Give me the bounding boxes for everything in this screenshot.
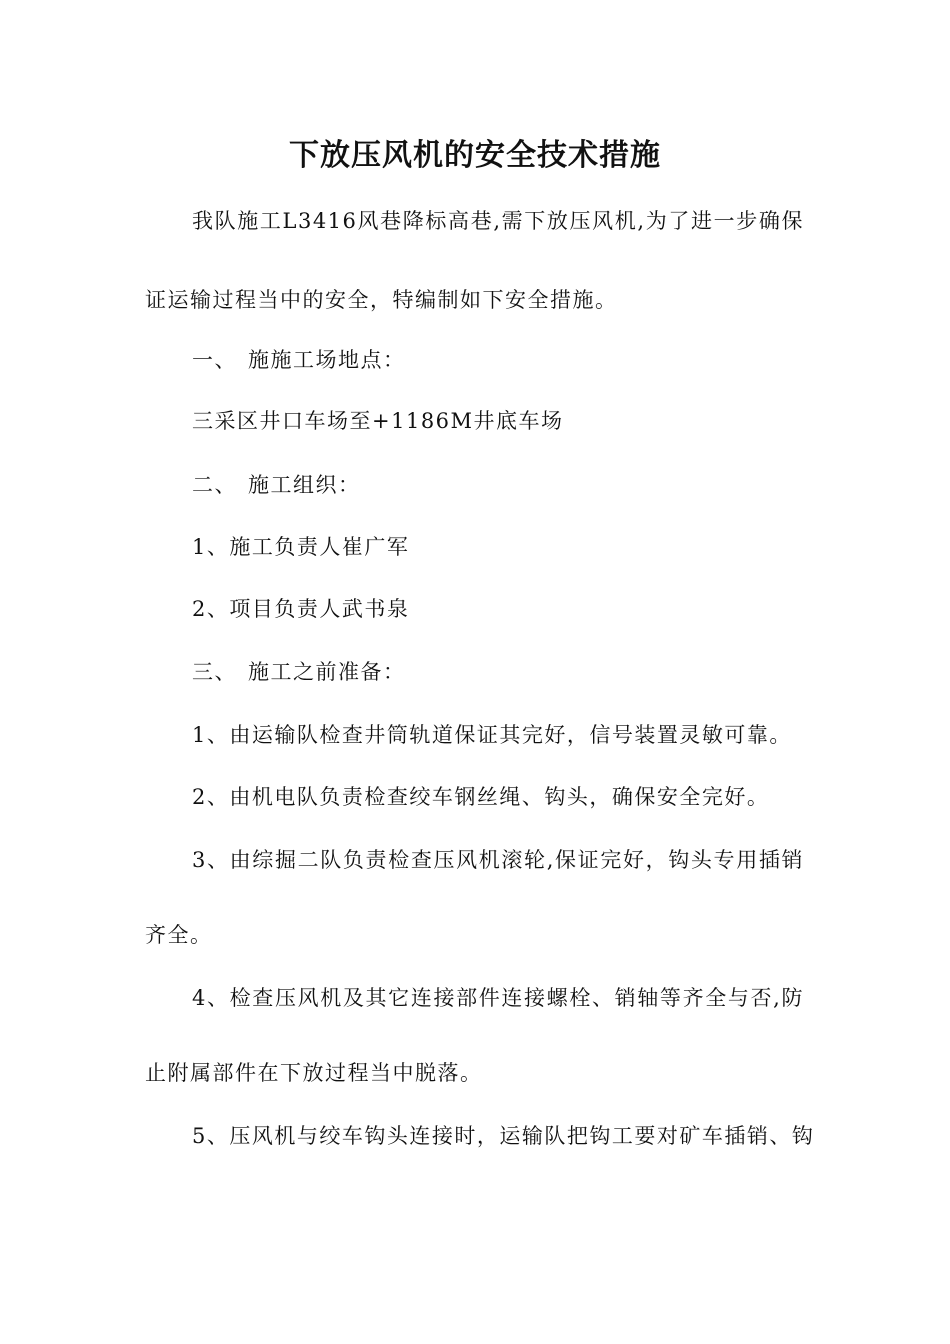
section-3-item-3-line-2: 齐全。	[145, 923, 213, 947]
section-3-number: 三、	[192, 660, 237, 684]
section-2-heading	[192, 469, 361, 499]
section-1-number: 一、	[192, 348, 237, 372]
section-3-heading-text: 施工之前准备：	[248, 660, 406, 684]
section-3-item-5-line-1: 5、压风机与绞车钩头连接时，运输队把钩工要对矿车插销、钩	[192, 1124, 815, 1148]
section-3-heading	[192, 656, 406, 686]
section-2-heading-text: 施工组织：	[248, 473, 361, 497]
section-2-number: 二、	[192, 473, 237, 497]
section-2-item-2: 2、项目负责人武书泉	[192, 597, 410, 621]
section-1-heading-text: 施施工场地点：	[248, 348, 406, 372]
section-3-item-4-line-1: 4、检查压风机及其它连接部件连接螺栓、销轴等齐全与否,防	[192, 986, 804, 1010]
intro-line-2: 证运输过程当中的安全，特编制如下安全措施。	[145, 288, 618, 312]
section-2-item-1: 1、施工负责人崔广军	[192, 535, 410, 559]
section-3-item-4-line-2: 止附属部件在下放过程当中脱落。	[145, 1061, 483, 1085]
section-1-body: 三采区井口车场至+1186M井底车场	[192, 409, 564, 433]
document-title: 下放压风机的安全技术措施	[289, 138, 661, 173]
section-3-item-2: 2、由机电队负责检查绞车钢丝绳、钩头，确保安全完好。	[192, 785, 770, 809]
section-3-item-3-line-1: 3、由综掘二队负责检查压风机滚轮,保证完好，钩头专用插销	[192, 848, 804, 872]
section-1-heading	[192, 344, 406, 374]
section-3-item-1: 1、由运输队检查井筒轨道保证其完好，信号装置灵敏可靠。	[192, 723, 792, 747]
intro-line-1: 我队施工L3416风巷降标高巷,需下放压风机,为了进一步确保	[192, 209, 804, 233]
